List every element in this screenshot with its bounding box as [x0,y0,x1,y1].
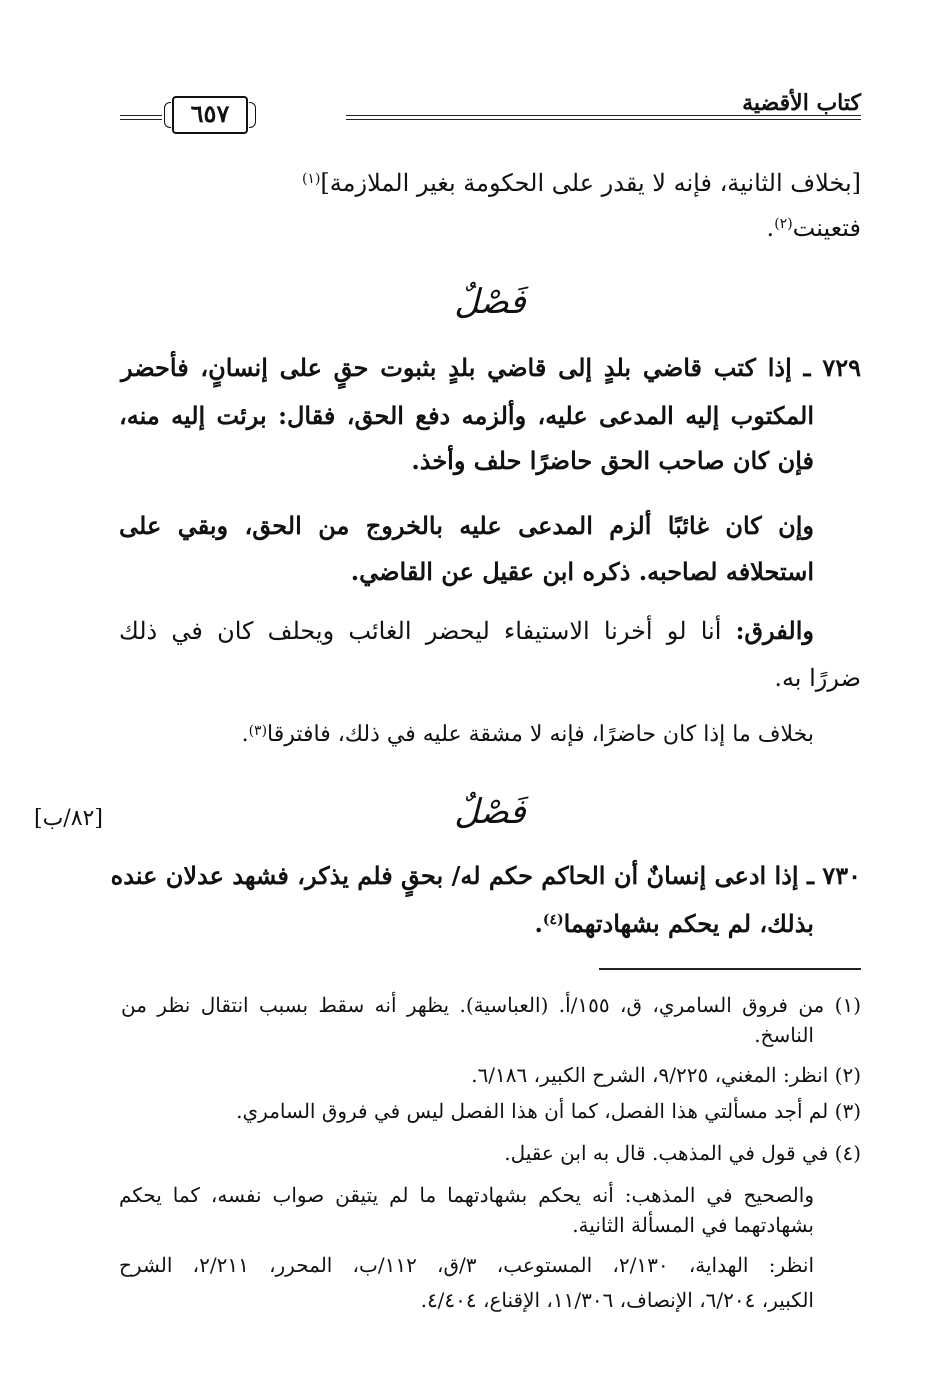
difference-line-1 [119,613,814,649]
issue-729-p2-line-1: وإن كان غائبًا ألزم المدعى عليه بالخروج من الحق، وبقي على [119,511,814,540]
difference-line-2: ضررًا به. [774,664,861,692]
footnote-ref-3[interactable]: (٣) [248,723,268,739]
page-header [120,88,861,138]
issue-729-line-3: فإن كان صاحب الحق حاضرًا حلف وأخذ. [411,446,814,475]
footnote-4-line-5: الكبير، ٦/٢٠٤، الإنصاف، ١١/٣٠٦، الإقناع، ٤/٤٠٤. [420,1288,814,1312]
issue-730-line-1: ٧٣٠ ـ إذا ادعى إنسانٌ أن الحاكم حكم له/ بحقٍ فلم يذكر، فشهد عدلان عنده [110,861,861,890]
issue-729-line-2: المكتوب إليه المدعى عليه، وألزمه دفع الحق، فقال: برئت إليه منه، [119,401,814,430]
footnote-4-line-2: والصحيح في المذهب: أنه يحكم بشهادتهما ما لم يتيقن صواب نفسه، كما يحكم [119,1183,814,1207]
footnote-4-line-4: انظر: الهداية، ٢/١٣٠، المستوعب، ٣/ق، ١١٢/ب، المحرر، ٢/٢١١، الشرح [119,1253,815,1277]
section-heading-fasl: فَصْلٌ [454,282,526,322]
contrast-line [242,717,814,753]
page-number: ٦٥٧ [172,96,248,134]
footnote-ref-4[interactable]: (٤) [542,912,564,928]
section-heading-fasl-2: فَصْلٌ [454,792,526,832]
footnote-3: (٣) لم أجد مسألتي هذا الفصل، كما أن هذا الفصل ليس في فروق السامري. [236,1099,861,1123]
issue-729-p2-line-2: استحلافه لصاحبه. ذكره ابن عقيل عن القاضي. [350,557,814,586]
contrast-end: . [241,722,249,747]
footnote-1-line-1: (١) من فروق السامري، ق، ١٥٥/أ. (العباسية). يظهر أنه سقط بسبب انتقال نظر من [121,993,861,1017]
opening-end: . [766,214,775,242]
contrast-text: بخلاف ما إذا كان حاضرًا، فإنه لا مشقة عليه في ذلك، فافترقا [267,722,814,747]
difference-label: والفرق: [735,616,814,645]
footnote-2: (٢) انظر: المغني، ٩/٢٢٥، الشرح الكبير، ٦/١٨٦. [471,1063,861,1087]
header-rule-left [120,115,162,120]
issue-730-text: بذلك، لم يحكم بشهادتهما [563,909,814,938]
footnote-separator [599,968,861,970]
difference-text: أنا لو أخرنا الاستيفاء ليحضر الغائب ويحلف كان في ذلك [119,617,722,645]
issue-729-line-1: ٧٢٩ ـ إذا كتب قاضي بلدٍ إلى قاضي بلدٍ بثبوت حقٍ على إنسانٍ، فأحضر [121,353,861,382]
issue-730-line-2 [534,906,814,942]
opening-line-2 [767,210,861,246]
footnote-ref-1[interactable]: (١) [301,171,321,187]
opening-text-2: فتعينت [792,214,861,242]
opening-line-1 [302,165,861,201]
book-title: كتاب الأقضية [742,90,861,116]
issue-730-end: . [534,909,543,938]
header-rule-right [346,115,861,120]
footnote-ref-2[interactable]: (٢) [774,216,793,232]
footnote-4-line-1: (٤) في قول في المذهب. قال به ابن عقيل. [504,1141,861,1165]
opening-text: [بخلاف الثانية، فإنه لا يقدر على الحكومة بغير الملازمة] [320,169,861,197]
manuscript-folio-marker: [٨٢/ب] [34,806,103,831]
footnote-4-line-3: بشهادتهما في المسألة الثانية. [572,1213,814,1237]
footnote-1-line-2: الناسخ. [754,1023,814,1047]
